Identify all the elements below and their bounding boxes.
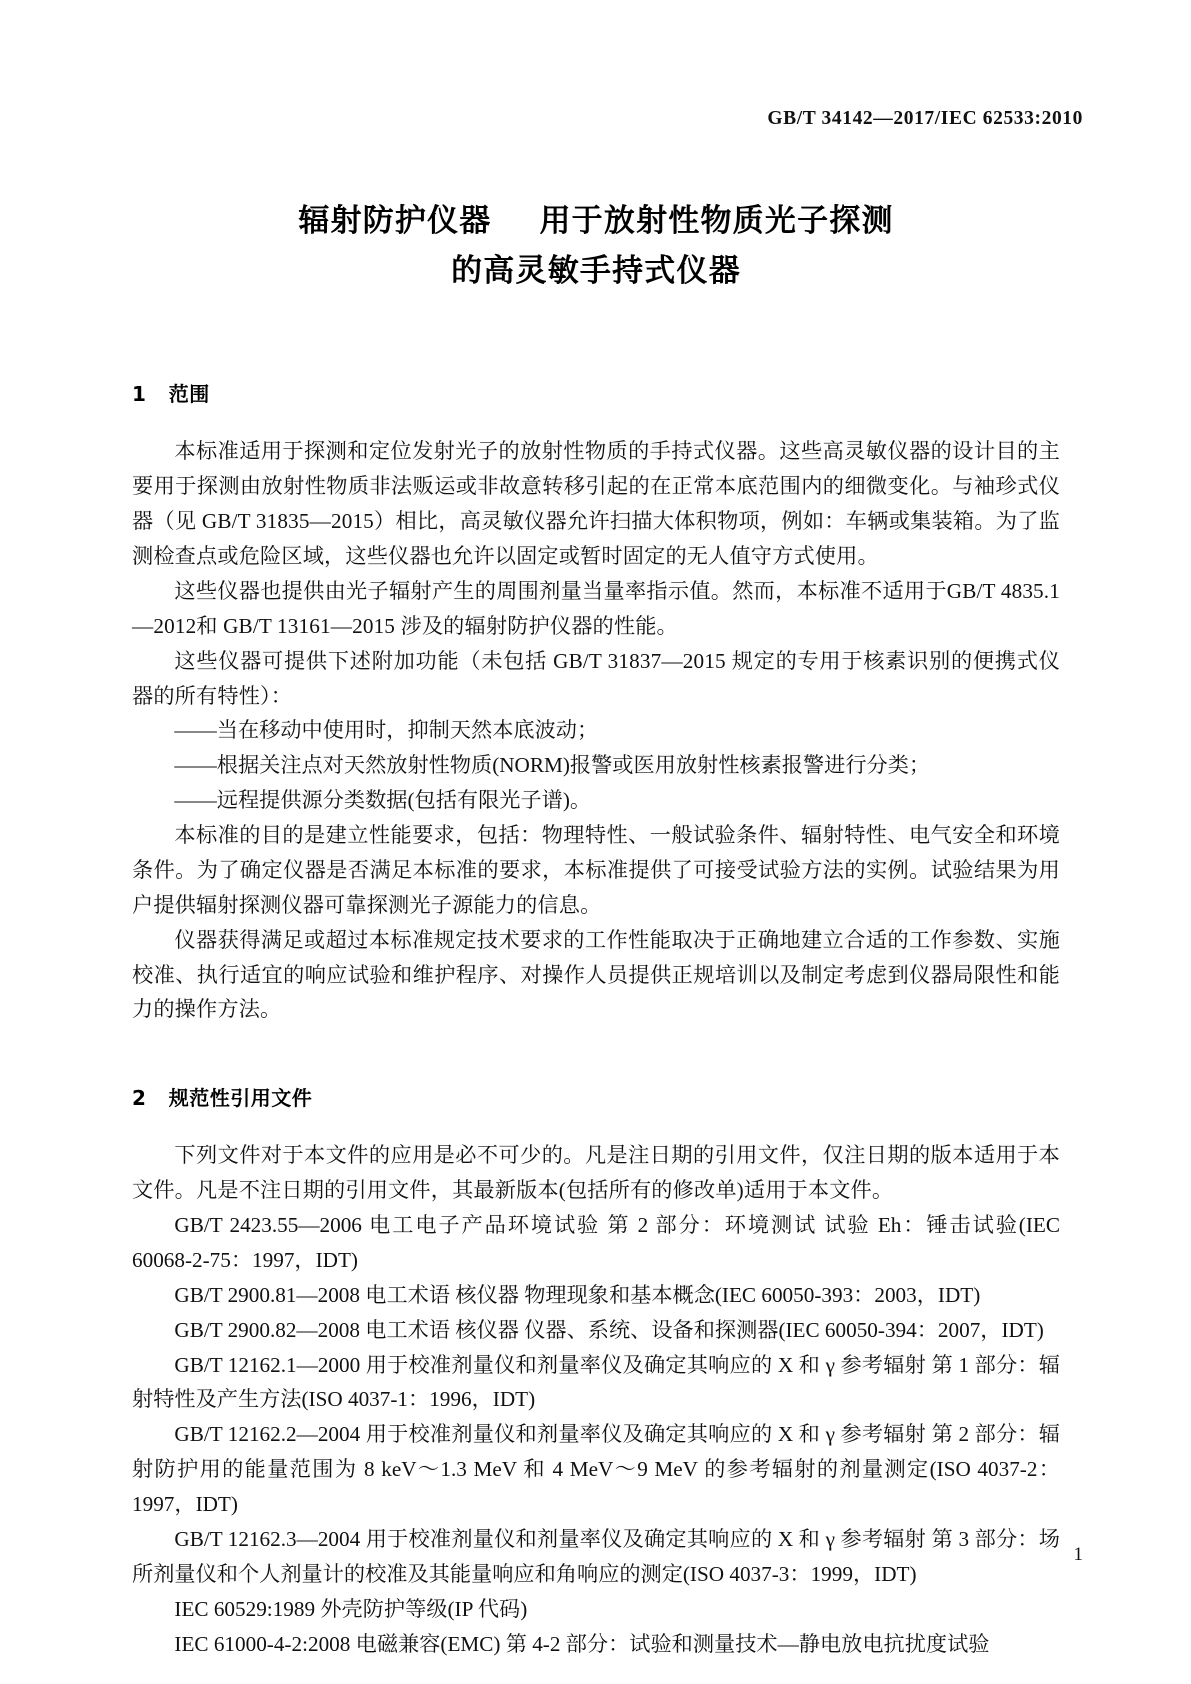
clause-2-intro-paragraph: 下列文件对于本文件的应用是必不可少的。凡是注日期的引用文件，仅注日期的版本适用于本文件。凡是不注日期的引用文件，其最新版本(包括所有的修改单)适用于本文件。 — [132, 1143, 1060, 1203]
normative-reference-item: IEC 61000-4-2:2008 电磁兼容(EMC) 第 4-2 部分：试验和测量技术—静电放电抗扰度试验 — [174, 1631, 990, 1656]
normative-reference-item: GB/T 12162.1—2000 用于校准剂量仪和剂量率仪及确定其响应的 X 和 γ 参考辐射 第 1 部分：辐射特性及产生方法(ISO 4037-1：1996，IDT) — [132, 1352, 1060, 1412]
normative-reference-item: GB/T 2900.81—2008 电工术语 核仪器 物理现象和基本概念(IEC 60050-393：2003，IDT) — [174, 1282, 981, 1307]
clause-1-paragraph-3: 这些仪器可提供下述附加功能（未包括 GB/T 31837—2015 规定的专用于核素识别的便携式仪器的所有特性）： — [132, 648, 1060, 708]
normative-reference-item: GB/T 12162.3—2004 用于校准剂量仪和剂量率仪及确定其响应的 X 和 γ 参考辐射 第 3 部分：场所剂量仪和个人剂量计的校准及其能量响应和角响应的测定(ISO 4037-3：1999，IDT) — [132, 1526, 1060, 1586]
document-title-line-1: 辐射防护仪器 用于放射性物质光子探测 — [298, 203, 894, 239]
running-header-standard-code: GB/T 34142—2017/IEC 62533:2010 — [767, 108, 1083, 129]
document-title — [132, 196, 1060, 296]
clause-1-dash-item-3: ——远程提供源分类数据(包括有限光子谱)。 — [174, 788, 592, 813]
page-number: 1 — [1073, 1544, 1083, 1565]
normative-reference-item: IEC 60529:1989 外壳防护等级(IP 代码) — [174, 1596, 528, 1621]
normative-reference-item: GB/T 12162.2—2004 用于校准剂量仪和剂量率仪及确定其响应的 X 和 γ 参考辐射 第 2 部分：辐射防护用的能量范围为 8 keV～1.3 MeV 和 4 MeV～9 MeV 的参考辐射的剂量测定(ISO 4037-2：1997，IDT) — [132, 1422, 1060, 1517]
clause-1-paragraph-5: 仪器获得满足或超过本标准规定技术要求的工作性能取决于正确地建立合适的工作参数、实施校准、执行适宜的响应试验和维护程序、对操作人员提供正规培训以及制定考虑到仪器局限性和能力的操作方法。 — [132, 927, 1060, 1022]
clause-1-dash-item-1: ——当在移动中使用时，抑制天然本底波动； — [174, 718, 599, 743]
clause-1-heading: 1 范围 — [132, 382, 210, 407]
document-title-line-2: 的高灵敏手持式仪器 — [451, 253, 741, 290]
clause-1-dash-item-2: ——根据关注点对天然放射性物质(NORM)报警或医用放射性核素报警进行分类； — [174, 753, 931, 778]
clause-1-paragraph-4: 本标准的目的是建立性能要求，包括：物理特性、一般试验条件、辐射特性、电气安全和环境条件。为了确定仪器是否满足本标准的要求，本标准提供了可接受试验方法的实例。试验结果为用户提供辐射探测仪器可靠探测光子源能力的信息。 — [132, 823, 1060, 917]
normative-reference-item: GB/T 2900.82—2008 电工术语 核仪器 仪器、系统、设备和探测器(IEC 60050-394：2007，IDT) — [174, 1317, 1044, 1342]
clause-1-paragraph-1: 本标准适用于探测和定位发射光子的放射性物质的手持式仪器。这些高灵敏仪器的设计目的主要用于探测由放射性物质非法贩运或非故意转移引起的在正常本底范围内的细微变化。与袖珍式仪器（见 GB/T 31835—2015）相比，高灵敏仪器允许扫描大体积物项，例如：车辆或集装箱。为了监测检查点或危险区域，这些仪器也允许以固定或暂时固定的无人值守方式使用。 — [132, 439, 1060, 569]
clause-2-heading: 2 规范性引用文件 — [132, 1086, 313, 1111]
normative-reference-item: GB/T 2423.55—2006 电工电子产品环境试验 第 2 部分：环境测试 试验 Eh：锤击试验(IEC 60068-2-75：1997，IDT) — [132, 1213, 1060, 1272]
clause-1-paragraph-2: 这些仪器也提供由光子辐射产生的周围剂量当量率指示值。然而，本标准不适用于GB/T 4835.1—2012和 GB/T 13161—2015 涉及的辐射防护仪器的性能。 — [132, 578, 1060, 638]
page-content — [132, 196, 1060, 1661]
